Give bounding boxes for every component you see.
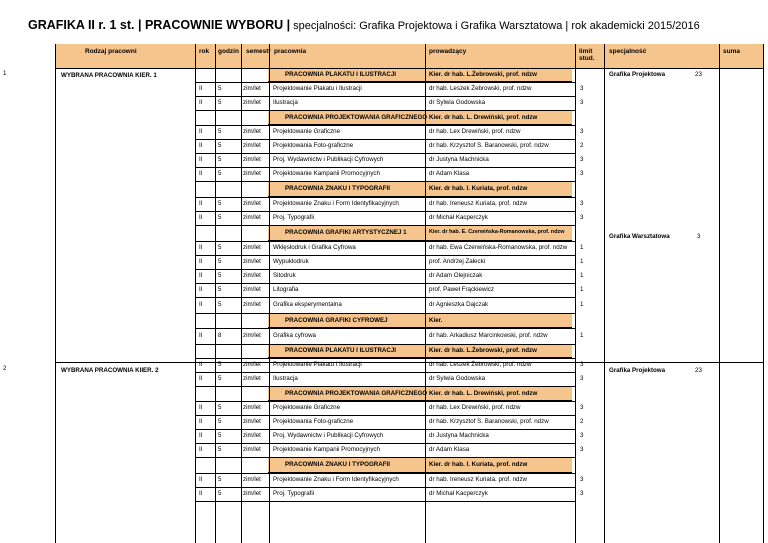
section-prowadzacy: Kier. dr hab. I. Kuriata, prof. ndzw (429, 185, 528, 192)
cell-semestr: zim/let (243, 214, 261, 221)
cell-prowadzacy: dr hab. Krzysztof S. Baranowski, prof. ndzw (429, 418, 549, 425)
title-rest: specjalności: Grafika Projektowa i Grafika Warsztatowa | rok akademicki 2015/2016 (290, 20, 700, 32)
table-row (55, 197, 763, 211)
header-godzin: godzin (218, 48, 239, 55)
header-rok: rok (199, 48, 210, 55)
cell-prowadzacy: dr Adam Olejniczak (429, 272, 483, 279)
header-limit: limit stud. (579, 48, 595, 63)
spec-label: Grafika Projektowa (609, 71, 666, 78)
cell-rok: II (199, 128, 203, 135)
column-divider (215, 44, 216, 543)
cell-pracownia: Wypukłodruk (273, 258, 309, 265)
table-row (55, 415, 763, 429)
section-prowadzacy: Kier. dr hab. L. Drewiński, prof. ndzw (429, 114, 538, 121)
cell-pracownia: Litografia (273, 286, 299, 293)
suma-value: 23 (695, 367, 702, 374)
cell-prowadzacy: dr Sylwia Godowska (429, 99, 486, 106)
cell-rok: II (199, 156, 203, 163)
cell-prowadzacy: dr Justyna Machnicka (429, 156, 489, 163)
section-pracownia: PRACOWNIA GRAFIKI ARTYSTYCZNEJ 1 (285, 229, 407, 236)
cell-prowadzacy: dr hab. Ireneusz Kuriata, prof. ndzw (429, 200, 528, 207)
cell-prowadzacy: dr Michał Kacperczyk (429, 214, 488, 221)
cell-prowadzacy: dr hab. Leszek Żebrowski, prof. ndzw (429, 361, 532, 368)
section-prowadzacy: Kier. dr hab. L.Żebrowski, prof. ndzw (429, 71, 537, 78)
cell-limit: 3 (580, 85, 584, 92)
table-row (55, 153, 763, 167)
cell-semestr: zim/let (243, 200, 261, 207)
cell-pracownia: Projektowanie Znaku i Form Identyfikacyjnych (273, 200, 399, 207)
cell-godzin: 5 (218, 476, 222, 483)
cell-rok: II (199, 446, 203, 453)
cell-semestr: zim/let (243, 432, 261, 439)
cell-pracownia: Projektowanie Znaku i Form Identyfikacyjnych (273, 476, 399, 483)
table-row (55, 401, 763, 415)
cell-prowadzacy: dr Justyna Machnicka (429, 432, 489, 439)
cell-godzin: 5 (218, 170, 222, 177)
table-row (55, 429, 763, 443)
table-row (55, 82, 763, 96)
cell-rok: II (199, 418, 203, 425)
cell-godzin: 5 (218, 244, 222, 251)
cell-rok: II (199, 99, 203, 106)
section-pracownia: PRACOWNIA ZNAKU I TYPOGRAFII (285, 461, 390, 468)
cell-pracownia: Proj. Wydawnictw i Publikacji Cyfrowych (273, 156, 384, 163)
cell-limit: 1 (580, 244, 584, 251)
cell-pracownia: Ilustracja (273, 375, 298, 382)
cell-godzin: 5 (218, 432, 222, 439)
cell-prowadzacy: dr hab. Ireneusz Kuriata, prof. ndzw (429, 476, 528, 483)
cell-semestr: zim/let (243, 85, 261, 92)
cell-godzin: 5 (218, 258, 222, 265)
cell-limit: 3 (580, 156, 584, 163)
cell-semestr: zim/let (243, 375, 261, 382)
cell-pracownia: Grafika eksperymentalna (273, 301, 342, 308)
cell-pracownia: Projektowanie Plakatu i Ilustracji (273, 85, 362, 92)
table-row (55, 96, 763, 110)
row-divider (195, 501, 575, 502)
cell-semestr: zim/let (243, 301, 261, 308)
cell-rok: II (199, 404, 203, 411)
cell-godzin: 5 (218, 200, 222, 207)
cell-prowadzacy: dr hab. Ewa Czerwińska-Romanowska, prof. ndzw (429, 244, 568, 251)
cell-prowadzacy: prof. Paweł Frąckiewicz (429, 286, 494, 293)
cell-limit: 2 (580, 418, 584, 425)
cell-semestr: zim/let (243, 446, 261, 453)
header-specjalnosc: specjalność (609, 48, 647, 55)
cell-semestr: zim/let (243, 418, 261, 425)
cell-semestr: zim/let (243, 99, 261, 106)
cell-rok: II (199, 85, 203, 92)
cell-limit: 1 (580, 286, 584, 293)
title-main: GRAFIKA II r. 1 st. | PRACOWNIE WYBORU | (28, 18, 291, 32)
cell-godzin: 5 (218, 142, 222, 149)
cell-semestr: zim/let (243, 258, 261, 265)
block-1-label: WYBRANA PRACOWNIA KIER. 1 (61, 72, 157, 79)
section-pracownia: PRACOWNIA PLAKATU I ILUSTRACJI (285, 347, 397, 354)
schedule-table (3, 44, 763, 543)
cell-godzin: 5 (218, 446, 222, 453)
section-pracownia: PRACOWNIA PROJEKTOWANIA GRAFICZNEGO (285, 114, 428, 121)
section-prowadzacy: Kier. dr hab. L.Żebrowski, prof. ndzw (429, 347, 537, 354)
cell-prowadzacy: dr Agnieszka Dajczak (429, 301, 489, 308)
cell-pracownia: Wklęsłodruk i Grafika Cyfrowa (273, 244, 356, 251)
column-divider (241, 44, 242, 543)
header-suma: suma (723, 48, 740, 55)
cell-semestr: zim/let (243, 404, 261, 411)
cell-semestr: zim/let (243, 128, 261, 135)
cell-semestr: zim/let (243, 476, 261, 483)
cell-semestr: zim/let (243, 170, 261, 177)
table-row (55, 328, 763, 344)
table-row (55, 211, 763, 225)
table-row (55, 255, 763, 269)
section-pracownia: PRACOWNIA PLAKATU I ILUSTRACJI (285, 71, 397, 78)
header-prowadzacy: prowadzący (429, 48, 467, 55)
cell-rok: II (199, 490, 203, 497)
suma-value: 23 (695, 71, 702, 78)
section-prowadzacy: Kier. dr hab. E. Czerwińska-Romanowska, prof. ndzw (429, 229, 565, 235)
cell-rok: II (199, 258, 203, 265)
cell-prowadzacy: dr hab. Leszek Żebrowski, prof. ndzw (429, 85, 532, 92)
cell-rok: II (199, 332, 203, 339)
cell-pracownia: Proj. Wydawnictw i Publikacji Cyfrowych (273, 432, 384, 439)
cell-godzin: 5 (218, 361, 222, 368)
table-row (55, 473, 763, 487)
cell-semestr: zim/let (243, 142, 261, 149)
cell-prowadzacy: dr Adam Klasa (429, 446, 470, 453)
cell-pracownia: Projektowanie Kampanii Promocyjnych (273, 170, 380, 177)
cell-godzin: 5 (218, 156, 222, 163)
cell-semestr: zim/let (243, 361, 261, 368)
cell-godzin: 5 (218, 301, 222, 308)
cell-godzin: 8 (218, 332, 222, 339)
table-row (55, 269, 763, 283)
section-pracownia: PRACOWNIA PROJEKTOWANIA GRAFICZNEGO (285, 390, 428, 397)
cell-rok: II (199, 286, 203, 293)
section-pracownia: PRACOWNIA ZNAKU I TYPOGRAFII (285, 185, 390, 192)
spec-label: Grafika Projektowa (609, 367, 666, 374)
section-prowadzacy: Kier. dr hab. L. Drewiński, prof. ndzw (429, 390, 538, 397)
table-row (55, 487, 763, 501)
table-row (55, 241, 763, 255)
column-divider (763, 44, 764, 543)
cell-limit: 2 (580, 142, 584, 149)
header-pracownia: pracownia (274, 48, 307, 55)
cell-prowadzacy: dr Michał Kacperczyk (429, 490, 488, 497)
header-row (55, 44, 763, 69)
cell-prowadzacy: dr hab. Lex Drewiński, prof. ndzw (429, 404, 521, 411)
table-row (55, 125, 763, 139)
cell-semestr: zim/let (243, 490, 261, 497)
cell-godzin: 5 (218, 85, 222, 92)
cell-pracownia: Grafika cyfrowa (273, 332, 316, 339)
block-2-label: WYBRANA PRACOWNIA KIIER. 2 (61, 367, 159, 374)
column-divider (195, 44, 196, 543)
cell-semestr: zim/let (243, 286, 261, 293)
cell-prowadzacy: dr hab. Lex Drewiński, prof. ndzw (429, 128, 521, 135)
section-prowadzacy: Kier. (429, 317, 443, 324)
column-divider (604, 44, 605, 543)
cell-limit: 1 (580, 258, 584, 265)
cell-rok: II (199, 301, 203, 308)
column-divider (55, 44, 56, 543)
cell-rok: II (199, 200, 203, 207)
cell-limit: 3 (580, 128, 584, 135)
section-prowadzacy: Kier. dr hab. I. Kuriata, prof. ndzw (429, 461, 528, 468)
cell-rok: II (199, 214, 203, 221)
cell-semestr: zim/let (243, 272, 261, 279)
section-pracownia: PRACOWNIA GRAFIKI CYFROWEJ (285, 317, 388, 324)
cell-limit: 1 (580, 301, 584, 308)
cell-limit: 3 (580, 200, 584, 207)
column-divider (575, 44, 576, 543)
cell-godzin: 5 (218, 214, 222, 221)
cell-rok: II (199, 432, 203, 439)
cell-limit: 3 (580, 99, 584, 106)
cell-prowadzacy: dr hab. Krzysztof S. Baranowski, prof. ndzw (429, 142, 549, 149)
cell-godzin: 5 (218, 418, 222, 425)
column-divider (425, 44, 426, 543)
column-divider (719, 44, 720, 543)
cell-limit: 3 (580, 446, 584, 453)
cell-rok: II (199, 244, 203, 251)
cell-semestr: zim/let (243, 244, 261, 251)
cell-godzin: 5 (218, 375, 222, 382)
cell-godzin: 5 (218, 490, 222, 497)
table-row (55, 283, 763, 297)
cell-rok: II (199, 375, 203, 382)
cell-godzin: 5 (218, 128, 222, 135)
cell-pracownia: Projektowanie Graficzne (273, 128, 341, 135)
cell-limit: 3 (580, 170, 584, 177)
cell-pracownia: Projektowanie Plakatu i Ilustracji (273, 361, 362, 368)
suma-value: 3 (697, 233, 701, 240)
cell-limit: 3 (580, 432, 584, 439)
cell-pracownia: Projektowania Foto-graficzne (273, 418, 354, 425)
cell-pracownia: Ilustracja (273, 99, 298, 106)
block-1-number: 1 (3, 70, 7, 77)
cell-limit: 3 (580, 375, 584, 382)
page-title (28, 18, 700, 32)
table-row (55, 167, 763, 181)
cell-semestr: zim/let (243, 156, 261, 163)
cell-rok: II (199, 361, 203, 368)
block-2-number: 2 (3, 365, 7, 372)
cell-prowadzacy: dr hab. Arkadiusz Marcinkowski, prof. ndzw (429, 332, 548, 339)
cell-godzin: 5 (218, 99, 222, 106)
cell-limit: 3 (580, 361, 584, 368)
cell-prowadzacy: prof. Andrzej Załecki (429, 258, 486, 265)
cell-limit: 3 (580, 476, 584, 483)
cell-limit: 3 (580, 214, 584, 221)
cell-godzin: 5 (218, 286, 222, 293)
cell-limit: 3 (580, 404, 584, 411)
column-divider (269, 44, 270, 543)
cell-prowadzacy: dr Sylwia Godowska (429, 375, 486, 382)
cell-pracownia: Proj. Typografii (273, 490, 315, 497)
cell-pracownia: Sitodruk (273, 272, 296, 279)
cell-pracownia: Proj. Typografii (273, 214, 315, 221)
table-row (55, 297, 763, 313)
cell-rok: II (199, 170, 203, 177)
cell-limit: 3 (580, 490, 584, 497)
cell-pracownia: Projektowania Foto-graficzne (273, 142, 354, 149)
cell-limit: 1 (580, 332, 584, 339)
cell-pracownia: Projektowanie Kampanii Promocyjnych (273, 446, 380, 453)
cell-pracownia: Projektowanie Graficzne (273, 404, 341, 411)
cell-prowadzacy: dr Adam Klasa (429, 170, 470, 177)
table-row (55, 443, 763, 457)
cell-rok: II (199, 142, 203, 149)
cell-rok: II (199, 476, 203, 483)
header-rodzaj: Rodzaj pracowni (85, 48, 137, 55)
cell-semestr: zim/let (243, 332, 261, 339)
cell-rok: II (199, 272, 203, 279)
block-divider (55, 362, 763, 363)
table-row (55, 139, 763, 153)
cell-godzin: 5 (218, 404, 222, 411)
cell-limit: 1 (580, 272, 584, 279)
header-semestr: semestr (246, 48, 271, 55)
spec-label: Grafika Warsztatowa (609, 233, 670, 240)
cell-godzin: 5 (218, 272, 222, 279)
